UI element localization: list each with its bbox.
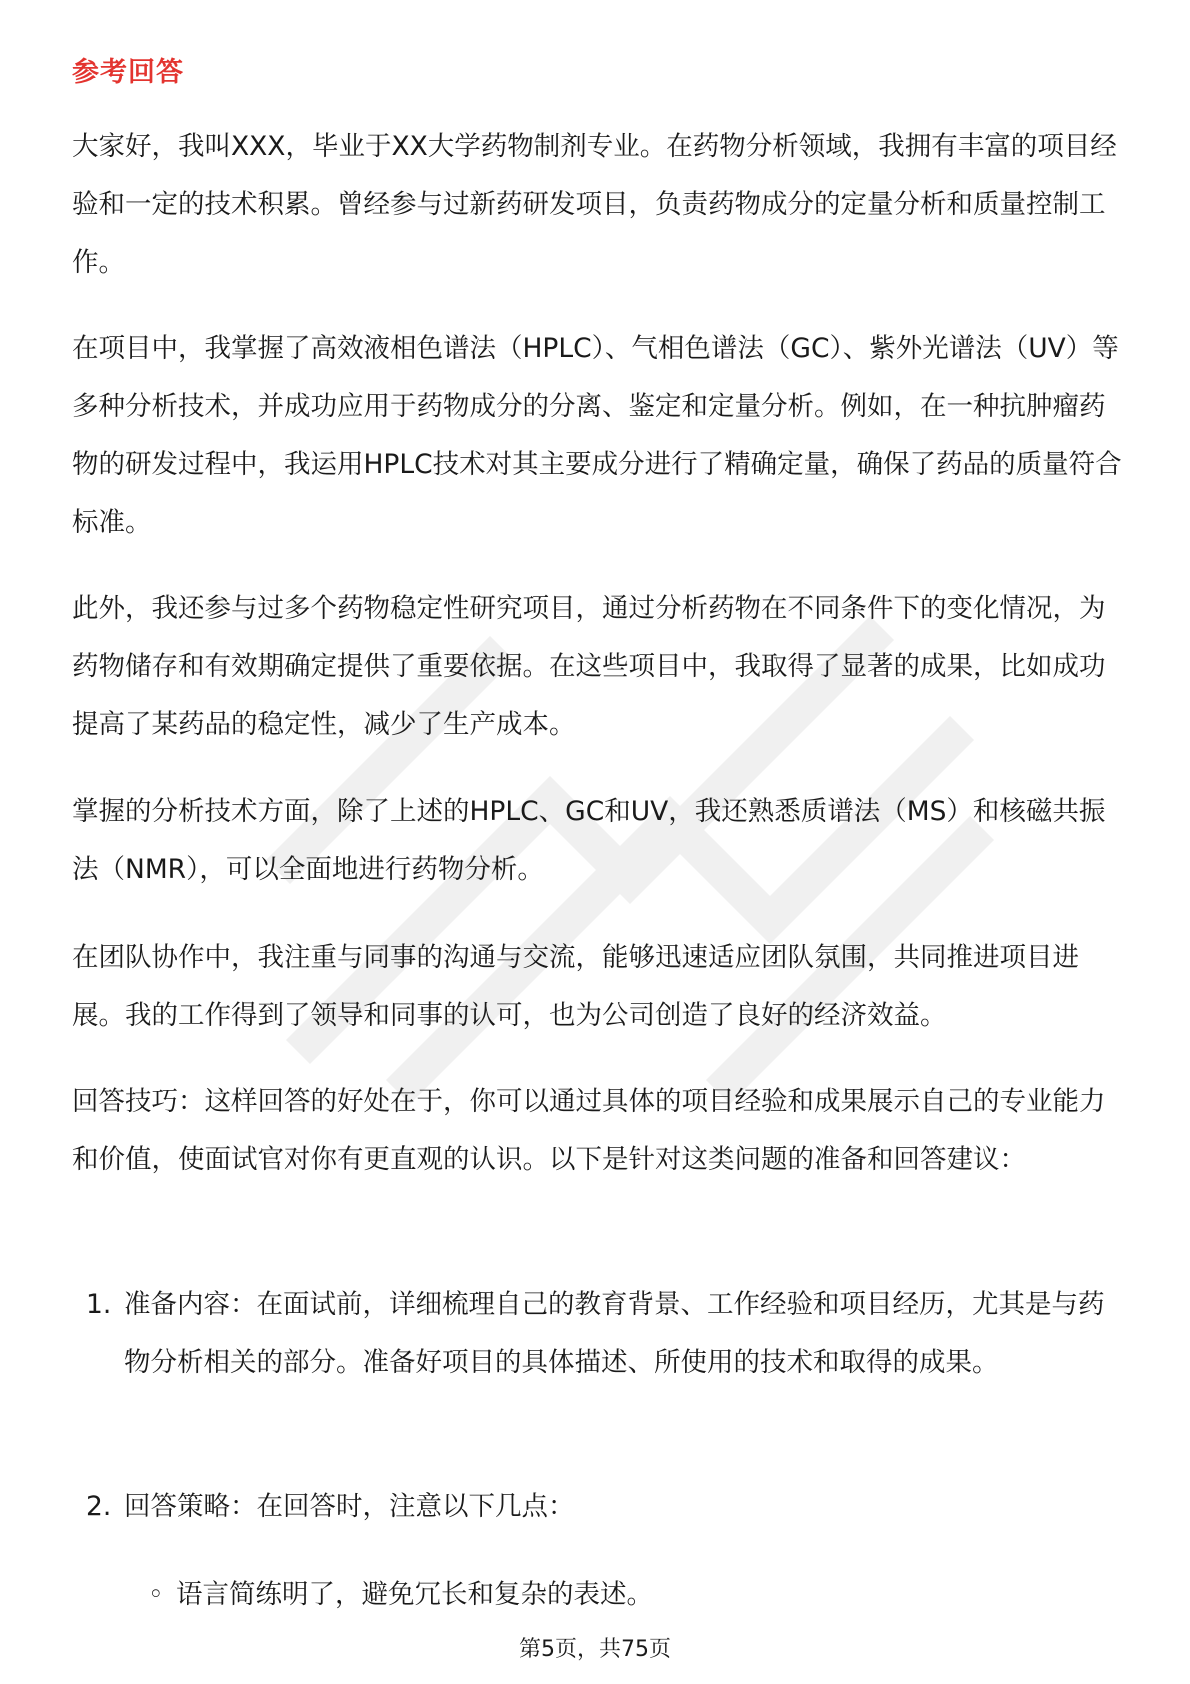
sub-bullet-text: 语言简练明了，避免冗长和复杂的表述。 [176,1579,653,1610]
paragraph-stability-research: 此外，我还参与过多个药物稳定性研究项目，通过分析药物在不同条件下的变化情况，为药物储存和有效期确定提供了重要依据。在这些项目中，我取得了显著的成果，比如成功提高了某药品的稳定性，减少了生产成本。 [72,593,1106,740]
paragraph-project-techniques: 在项目中，我掌握了高效液相色谱法（HPLC）、气相色谱法（GC）、紫外光谱法（UV）等多种分析技术，并成功应用于药物成分的分离、鉴定和定量分析。例如，在一种抗肿瘤药物的研发过程中，我运用HPLC技术对其主要成分进行了精确定量，确保了药品的质量符合标准。 [72,333,1122,538]
paragraph-teamwork: 在团队协作中，我注重与同事的沟通与交流，能够迅速适应团队氛围，共同推进项目进展。我的工作得到了领导和同事的认可，也为公司创造了良好的经济效益。 [72,942,1079,1031]
paragraph-intro: 大家好，我叫XXX，毕业于XX大学药物制剂专业。在药物分析领域，我拥有丰富的项目经验和一定的技术积累。曾经参与过新药研发项目，负责药物成分的定量分析和质量控制工作。 [72,131,1117,278]
page-footer: 第5页，共75页 [519,1637,671,1662]
numbered-item [72,1478,1122,1536]
item-text: 准备内容：在面试前，详细梳理自己的教育背景、工作经验和项目经历，尤其是与药物分析相关的部分。准备好项目的具体描述、所使用的技术和取得的成果。 [124,1289,1105,1378]
sub-bullet-item [148,1566,653,1624]
page-heading: 参考回答 [72,57,184,88]
paragraph-analysis-skills: 掌握的分析技术方面，除了上述的HPLC、GC和UV，我还熟悉质谱法（MS）和核磁共振法（NMR），可以全面地进行药物分析。 [72,796,1106,885]
numbered-item [72,1276,1122,1392]
item-number: 2. [86,1491,112,1522]
item-text: 回答策略：在回答时，注意以下几点： [124,1491,575,1522]
hollow-bullet-icon: ◦ [148,1579,164,1610]
item-number: 1. [86,1289,112,1320]
paragraph-answer-tips: 回答技巧：这样回答的好处在于，你可以通过具体的项目经验和成果展示自己的专业能力和价值，使面试官对你有更直观的认识。以下是针对这类问题的准备和回答建议： [72,1086,1106,1175]
